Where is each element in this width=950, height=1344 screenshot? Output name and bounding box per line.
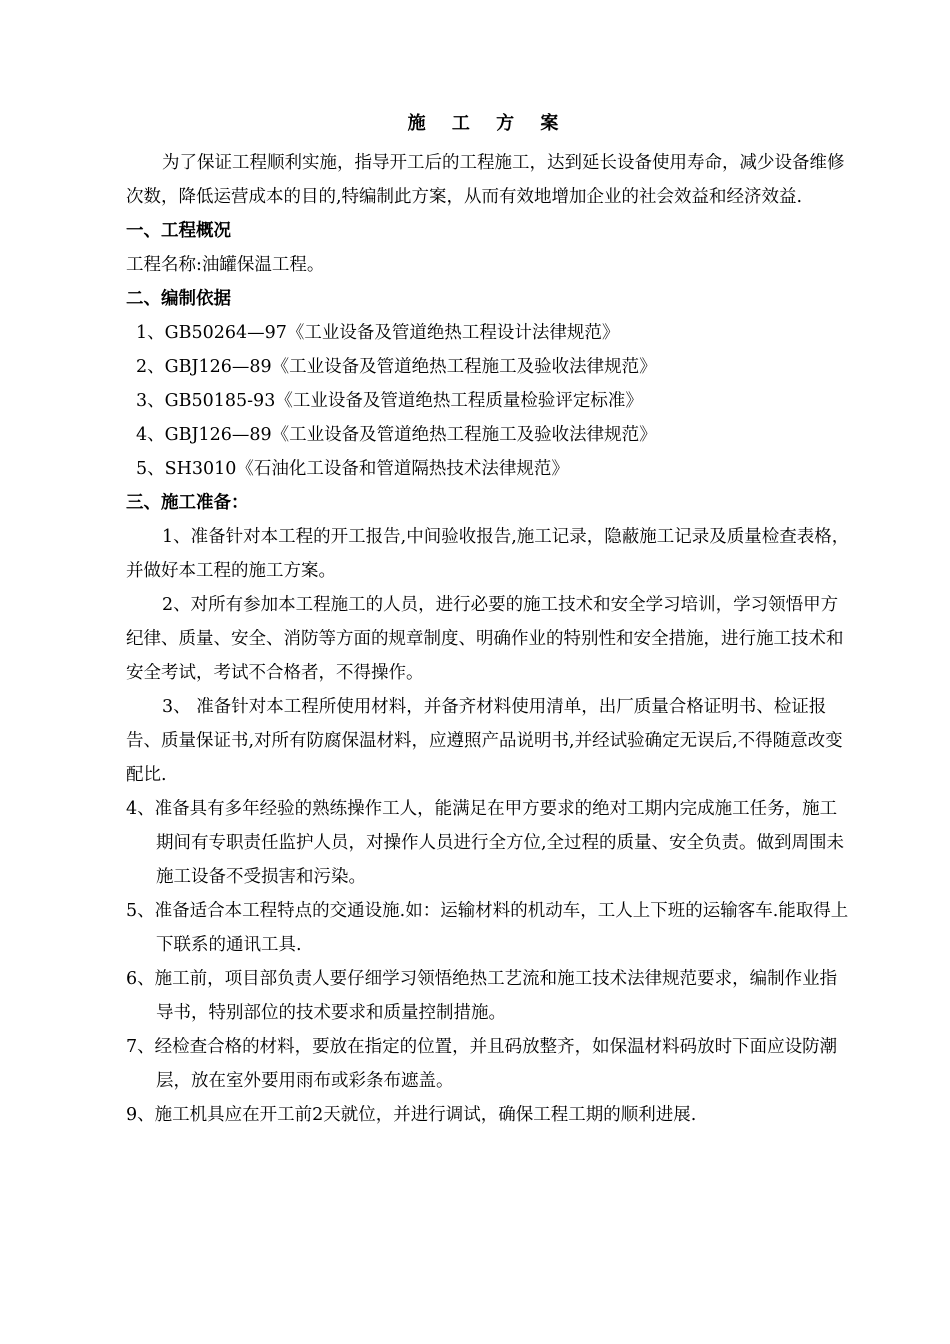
section-3-heading: 三、施工准备：: [126, 493, 249, 513]
document-title: 施 工 方 案: [407, 113, 569, 134]
project-name-line: 工程名称:油罐保温工程。: [126, 255, 325, 275]
prep-item: 7、经检查合格的材料，要放在指定的位置，并且码放整齐，如保温材料码放时下面应设防潮层，放在室外要用雨布或彩条布遮盖。: [126, 1037, 838, 1091]
prep-item: 3、 准备针对本工程所使用材料，并备齐材料使用清单，出厂质量合格证明书、检证报告、质量保证书,对所有防腐保温材料，应遵照产品说明书,并经试验确定无误后,不得随意改变配比.: [126, 697, 843, 785]
prep-item: 1、准备针对本工程的开工报告,中间验收报告,施工记录，隐蔽施工记录及质量检查表格，并做好本工程的施工方案。: [126, 527, 850, 581]
prep-item: 5、准备适合本工程特点的交通设施.如：运输材料的机动车，工人上下班的运输客车.能取得上下联系的通讯工具.: [126, 901, 849, 955]
basis-item: 1、GB50264—97《工业设备及管道绝热工程设计法律规范》: [136, 323, 620, 343]
basis-item: 5、SH3010《石油化工设备和管道隔热技术法律规范》: [136, 459, 569, 479]
section-1-heading: 一、工程概况: [126, 221, 231, 241]
prep-item: 2、对所有参加本工程施工的人员，进行必要的施工技术和安全学习培训，学习领悟甲方纪律、质量、安全、消防等方面的规章制度、明确作业的特别性和安全措施，进行施工技术和安全考试，考试不合格者，不得操作。: [126, 595, 844, 683]
prep-item: 6、施工前，项目部负责人要仔细学习领悟绝热工艺流和施工技术法律规范要求，编制作业指导书，特别部位的技术要求和质量控制措施。: [126, 969, 838, 1023]
intro-paragraph: 为了保证工程顺利实施，指导开工后的工程施工，达到延长设备使用寿命，减少设备维修次数，降低运营成本的目的,特编制此方案，从而有效地增加企业的社会效益和经济效益.: [126, 153, 845, 207]
basis-item: 4、GBJ126—89《工业设备及管道绝热工程施工及验收法律规范》: [136, 425, 657, 445]
basis-item: 2、GBJ126—89《工业设备及管道绝热工程施工及验收法律规范》: [136, 357, 657, 377]
basis-item: 3、GB50185-93《工业设备及管道绝热工程质量检验评定标准》: [136, 391, 643, 411]
section-2-heading: 二、编制依据: [126, 289, 231, 309]
prep-item: 4、准备具有多年经验的熟练操作工人，能满足在甲方要求的绝对工期内完成施工任务，施工期间有专职责任监护人员，对操作人员进行全方位,全过程的质量、安全负责。做到周围未施工设备不受损害和污染。: [126, 799, 845, 887]
prep-item: 9、施工机具应在开工前2天就位，并进行调试，确保工程工期的顺利进展.: [126, 1105, 697, 1125]
